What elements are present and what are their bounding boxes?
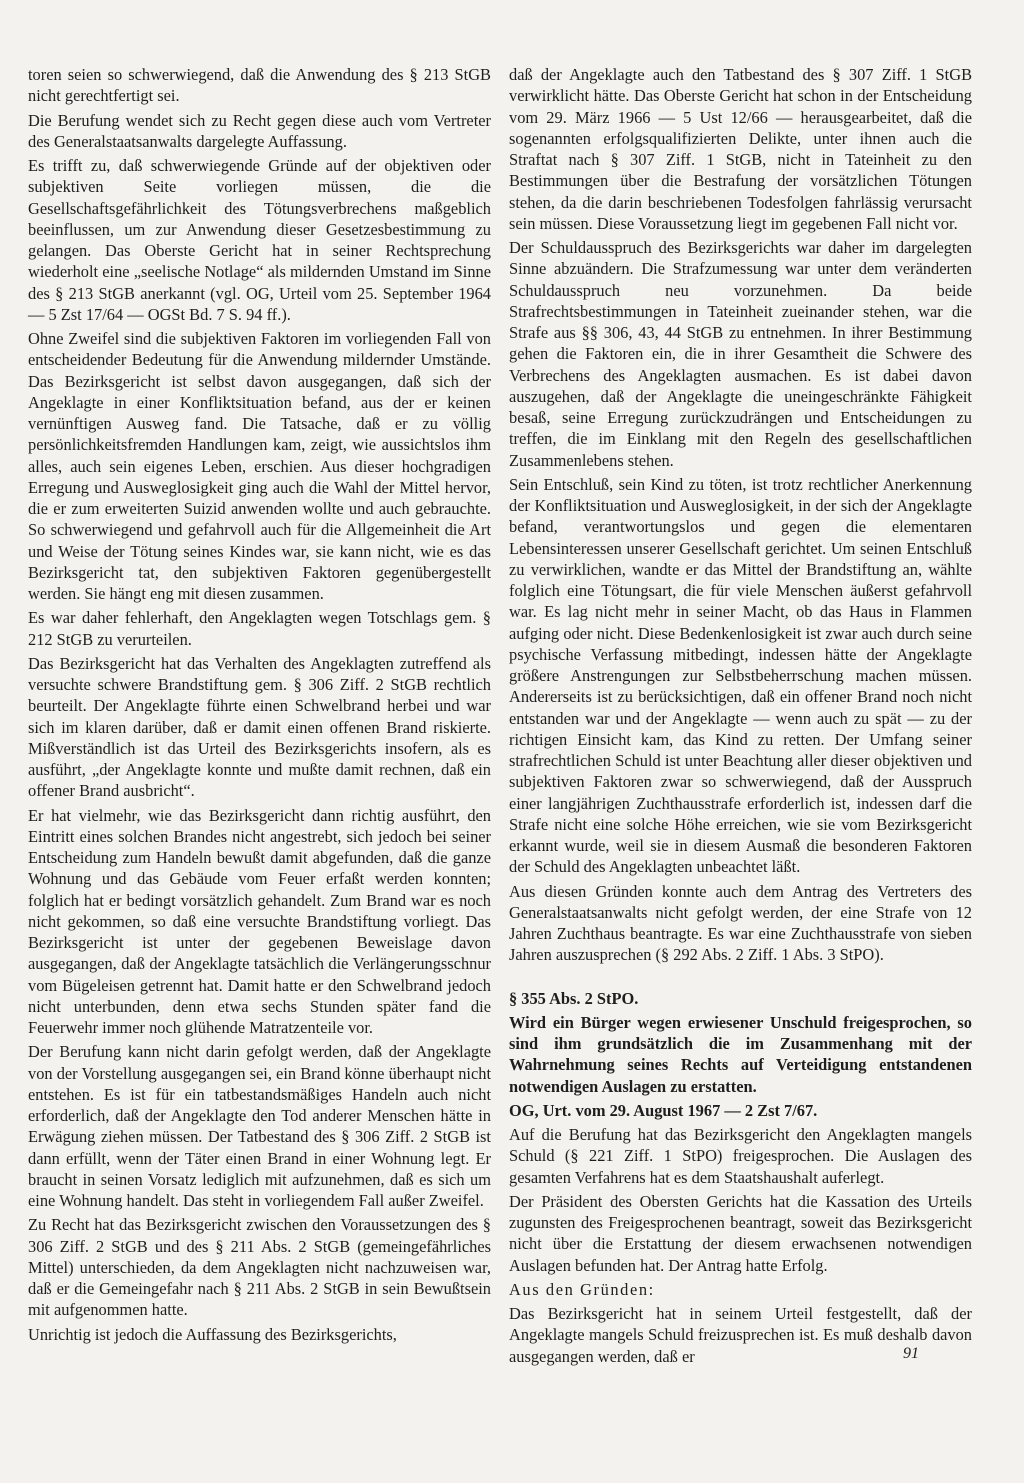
paragraph: Sein Entschluß, sein Kind zu töten, ist trotz rechtlicher Anerkennung der Konfliktsituation und Ausweglosigkeit, in der sich der Angeklagte befand, verantwortungslos und gegen die elementaren Lebensinteressen unserer Gesellschaft gerichtet. Um seinen Entschluß zu verwirklichen, wandte er das Mittel der Brandstiftung an, wählte folglich eine Tötungsart, die für viele Menschen äußerst gefahrvoll war. Es lag nicht mehr in seiner Macht, ob das Haus in Flammen aufging oder nicht. Diese Bedenkenlosigkeit ist zwar auch durch seine psychische Verfassung mitbedingt, indessen hätte der Angeklagte größere Anstrengungen zur Selbstbeherrschung machen müssen. Andererseits ist zu berücksichtigen, daß ein offener Brand noch nicht entstanden war und der Angeklagte — wenn auch zu spät — zu der richtigen Einsicht kam, das Kind zu retten. Der Umfang seiner strafrechtlichen Schuld ist unter Beachtung aller dieser objektiven und subjektiven Faktoren zwar so schwerwiegend, daß der Ausspruch einer langjährigen Zuchthausstrafe erforderlich ist, indessen darf die Strafe nicht eine solche Höhe erreichen, wie sie vom Bezirksgericht erkannt wurde, weil sie in diesem Ausmaß die besonderen Faktoren der Schuld des Angeklagten unbeachtet läßt. [509, 474, 972, 877]
paragraph: Der Präsident des Obersten Gerichts hat die Kassation des Urteils zugunsten des Freigesprochenen beantragt, soweit das Bezirksgericht nicht über die Erstattung der diesem erwachsenen notwendigen Auslagen befunden hat. Der Antrag hatte Erfolg. [509, 1191, 972, 1275]
grounds-heading: Aus den Gründen: [509, 1279, 655, 1299]
decision-headnote: Wird ein Bürger wegen erwiesener Unschuld freigesprochen, so sind ihm grundsätzlich die im Zusammenhang mit der Wahrnehmung seines Rechts auf Verteidigung entstandenen notwendigen Auslagen zu erstatten. [509, 1012, 972, 1096]
paragraph: toren seien so schwerwiegend, daß die Anwendung des § 213 StGB nicht gerechtfertigt sei. [28, 65, 491, 106]
right-column [509, 64, 972, 1370]
paragraph: Zu Recht hat das Bezirksgericht zwischen den Voraussetzungen des § 306 Ziff. 2 StGB und des § 211 Abs. 2 StGB (gemeingefährliches Mittel) unterschieden, da dem Angeklagten nicht nachzuweisen war, daß er die Gemeingefahr nach § 211 Abs. 2 StGB in sein Bewußtsein mit aufgenommen hatte. [28, 1215, 491, 1320]
paragraph: Es trifft zu, daß schwerwiegende Gründe auf der objektiven oder subjektiven Seite vorliegen müssen, die die Gesellschaftsgefährlichkeit des Tötungsverbrechens maßgeblich beeinflussen, um zur Anwendung dieser Gesetzesbestimmung zu gelangen. Das Oberste Gericht hat in seiner Rechtsprechung wiederholt eine „seelische Notlage“ als mildernden Umstand im Sinne des § 213 StGB anerkannt (vgl. OG, Urteil vom 25. September 1964 — 5 Zst 17/64 — OGSt Bd. 7 S. 94 ff.). [28, 156, 491, 324]
page-number: 91 [903, 1345, 919, 1362]
paragraph: Der Berufung kann nicht darin gefolgt werden, daß der Angeklagte von der Vorstellung ausgegangen sei, ein Brand könne überhaupt nicht entstehen. Es ist für ein tatbestandsmäßiges Handeln auch nicht erforderlich, daß der Angeklagte den Tod anderer Menschen hätte in Erwägung ziehen müssen. Der Tatbestand des § 306 Ziff. 2 StGB ist dann erfüllt, wenn der Täter einen Brand in einer Wohnung legt. Er braucht in seinen Vorsatz lediglich mit aufzunehmen, daß es sich um eine Wohnung handelt. Das steht in vorliegendem Fall außer Zweifel. [28, 1042, 491, 1210]
paragraph: Aus diesen Gründen konnte auch dem Antrag des Vertreters des Generalstaatsanwalts nicht gefolgt werden, der eine Strafe von 12 Jahren Zuchthaus beantragte. Es war eine Zuchthausstrafe von sieben Jahren auszusprechen (§ 292 Abs. 2 Ziff. 1 Abs. 3 StPO). [509, 881, 972, 965]
decision-citation: OG, Urt. vom 29. August 1967 — 2 Zst 7/67. [509, 1100, 818, 1120]
paragraph: daß der Angeklagte auch den Tatbestand des § 307 Ziff. 1 StGB verwirklicht hätte. Das Oberste Gericht hat schon in der Entscheidung vom 29. März 1966 — 5 Ust 12/66 — herausgearbeitet, daß die sogenannten erfolgsqualifizierten Delikte, unter ihnen auch die Straftat nach § 307 Ziff. 1 StGB, nicht in Tateinheit zu den Bestimmungen über die Bestrafung der vorsätzlichen Tötungen stehen, da die darin beschriebenen Todesfolgen fahrlässig verursacht sein müssen. Diese Voraussetzung liegt im gegebenen Fall nicht vor. [509, 65, 972, 233]
left-column [28, 64, 491, 1348]
paragraph: Das Bezirksgericht hat in seinem Urteil festgestellt, daß der Angeklagte mangels Schuld freizusprechen ist. Es muß deshalb davon ausgegangen werden, daß er [509, 1304, 972, 1366]
paragraph: Er hat vielmehr, wie das Bezirksgericht dann richtig ausführt, den Eintritt eines solchen Brandes nicht angestrebt, sich jedoch bei seiner Entscheidung zum Handeln bewußt damit abgefunden, daß die ganze Wohnung und das Gebäude vom Feuer erfaßt werden konnten; folglich hat er bedingt vorsätzlich gehandelt. Zum Brand war es noch nicht gekommen, so daß eine versuchte Brandstiftung vorliegt. Das Bezirksgericht ist unter der gegebenen Beweislage davon ausgegangen, daß der Angeklagte tatsächlich die Verlängerungsschnur vom Bügeleisen getrennt hat. Damit hatte er den Schwelbrand jedoch nicht unterbunden, denn etwa sechs Stunden später fand die Feuerwehr immer noch glühende Matratzenteile vor. [28, 805, 491, 1037]
paragraph: Unrichtig ist jedoch die Auffassung des Bezirksgerichts, [28, 1324, 397, 1344]
paragraph: Das Bezirksgericht hat das Verhalten des Angeklagten zutreffend als versuchte schwere Brandstiftung gem. § 306 Ziff. 2 StGB rechtlich beurteilt. Der Angeklagte führte einen Schwelbrand herbei und war sich im klaren darüber, daß er damit einen offenen Brand riskierte. Mißverständlich ist das Urteil des Bezirksgerichts insofern, als es ausführt, „der Angeklagte konnte und mußte damit rechnen, daß ein offener Brand ausbricht“. [28, 653, 491, 801]
paragraph: Auf die Berufung hat das Bezirksgericht den Angeklagten mangels Schuld (§ 221 Ziff. 1 StPO) freigesprochen. Die Auslagen des gesamten Verfahrens hat es dem Staatshaushalt auferlegt. [509, 1125, 972, 1187]
decision-reference: § 355 Abs. 2 StPO. [509, 988, 639, 1008]
paragraph: Es war daher fehlerhaft, den Angeklagten wegen Totschlags gem. § 212 StGB zu verurteilen. [28, 608, 491, 649]
paragraph: Die Berufung wendet sich zu Recht gegen diese auch vom Vertreter des Generalstaatsanwalts dargelegte Auffassung. [28, 110, 491, 151]
paragraph: Der Schuldausspruch des Bezirksgerichts war daher im dargelegten Sinne abzuändern. Die Strafzumessung war unter dem veränderten Schuldausspruch neu vorzunehmen. Da beide Strafrechtsbestimmungen in Tateinheit zueinander stehen, war die Strafe aus §§ 306, 43, 44 StGB zu entnehmen. In ihrer Bestimmung gehen die Faktoren ein, die in ihrer Gesamtheit die Schwere des Verbrechens des Angeklagten ausmachen. Es ist dabei davon auszugehen, daß der Angeklagte die uneingeschränkte Fähigkeit besaß, seine Erregung zurückzudrängen und Entscheidungen zu treffen, die im Einklang mit den Regeln des gesellschaftlichen Zusammenlebens stehen. [509, 238, 972, 470]
paragraph: Ohne Zweifel sind die subjektiven Faktoren im vorliegenden Fall von entscheidender Bedeutung für die Anwendung mildernder Umstände. Das Bezirksgericht ist selbst davon ausgegangen, daß sich der Angeklagte in einer Konfliktsituation befand, aus der er keinen vernünftigen Ausweg fand. Die Tatsache, daß er zu völlig persönlichkeitsfremden Handlungen kam, zeigt, wie aussichtslos ihm alles, auch sein eigenes Leben, erschien. Aus dieser hochgradigen Erregung und Ausweglosigkeit ging auch die Wahl der Mittel hervor, die er zum erweiterten Suizid anwenden wollte und auch gebrauchte. So schwerwiegend und gefahrvoll auch für die Allgemeinheit die Art und Weise der Tötung seines Kindes war, sie kann nicht, wie es das Bezirksgericht tat, den subjektiven Faktoren gegenübergestellt werden. Sie hängt eng mit diesen zusammen. [28, 329, 491, 603]
